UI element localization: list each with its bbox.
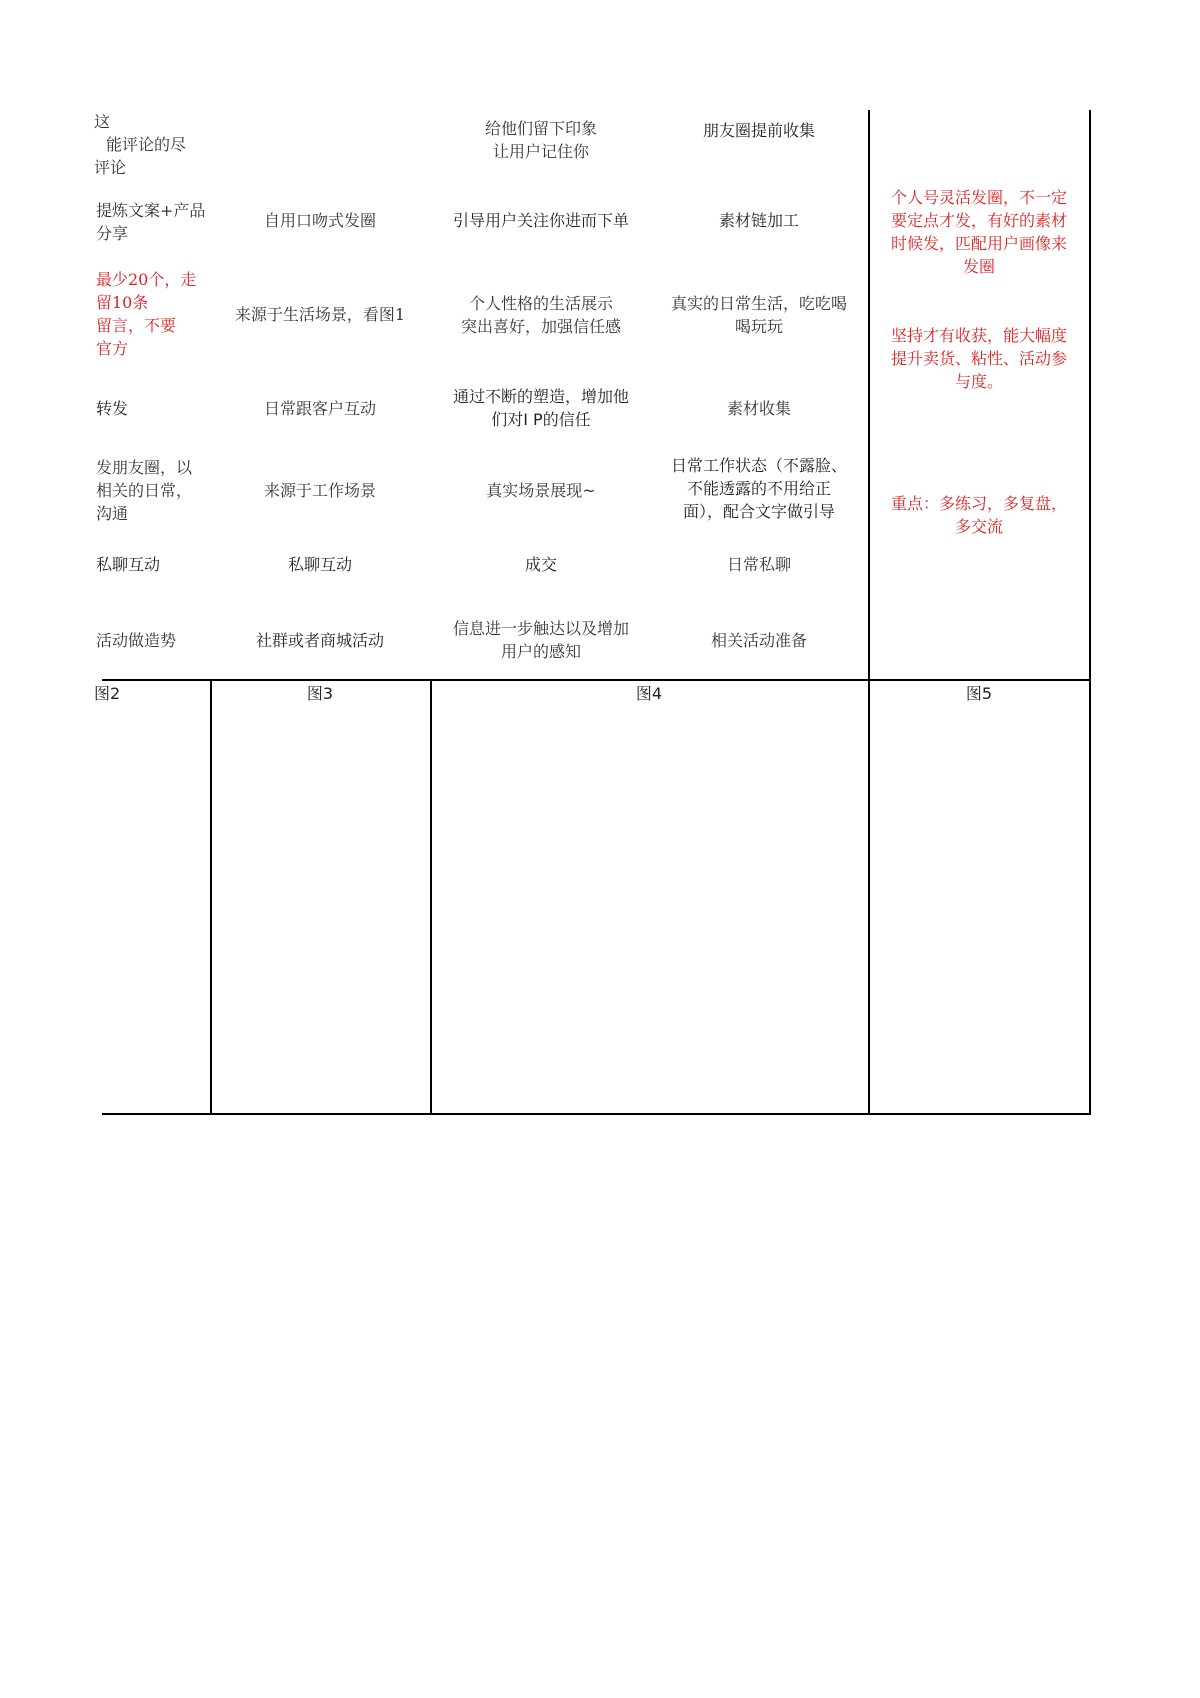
table-cell	[652, 452, 866, 522]
cell-text: 素材收集	[726, 398, 791, 418]
figure-2-clip	[94, 684, 208, 708]
cell-text: 自用口吻式发圈	[263, 210, 376, 230]
cell-text: 个人性格的生活展示	[468, 294, 613, 313]
border-row-figures-top	[102, 679, 1091, 681]
note-line: 坚持才有收获，能大幅度	[890, 326, 1067, 345]
cell-text: 留10条	[96, 293, 149, 312]
cell-text: 私聊互动	[287, 554, 352, 574]
figure-label: 图3	[306, 684, 334, 703]
figure-label: 图2	[94, 684, 121, 703]
cell-text: 喝玩玩	[734, 317, 783, 336]
table-cell	[652, 390, 866, 426]
table-cell	[652, 546, 866, 582]
figure-label: 图4	[635, 684, 663, 703]
table-cell	[432, 382, 650, 434]
cell-text: 相关的日常，	[96, 480, 193, 500]
row-0-col-1-clip	[94, 104, 210, 184]
row-5-col-1-clip	[96, 546, 210, 582]
table-cell	[212, 546, 428, 582]
cell-text: 面），配合文字做引导	[682, 502, 835, 521]
cell-text: 日常私聊	[726, 554, 791, 574]
cell-text: 日常跟客户互动	[263, 398, 376, 418]
row-6-col-1-clip	[96, 622, 210, 658]
table-cell	[652, 104, 866, 156]
cell-text: 相关活动准备	[710, 630, 807, 650]
table-cell	[652, 202, 866, 238]
note-line: 时候发，匹配用户画像来	[890, 234, 1067, 253]
cell-text: 来源于生活场景，看图1	[234, 304, 406, 324]
cell-text: 不能透露的不用给正	[686, 479, 831, 498]
cell-text: 提炼文案+产品	[96, 201, 206, 220]
cell-text: 私聊互动	[96, 554, 161, 574]
table-cell	[432, 472, 650, 508]
table-cell	[212, 390, 428, 426]
table-cell	[432, 546, 650, 582]
table-cell	[432, 104, 650, 176]
row-3-col-1-clip	[96, 390, 210, 426]
table-cell	[432, 202, 650, 238]
cell-text: 让用户记住你	[492, 142, 589, 161]
row-2-col-1-clip	[96, 264, 210, 364]
cell-text: 分享	[96, 224, 129, 243]
table-cell	[94, 104, 234, 184]
cell-text: 成交	[524, 554, 557, 574]
cell-text: 素材链加工	[718, 210, 799, 230]
note-flexible-posting	[872, 186, 1086, 298]
cell-text: 官方	[96, 339, 129, 358]
cell-text: 引导用户关注你进而下单	[452, 210, 629, 230]
note-line: 要定点才发，有好的素材	[890, 211, 1067, 230]
cell-text: 社群或者商城活动	[255, 630, 384, 650]
cell-text: 最少20个，走	[96, 270, 197, 289]
border-fig5-left	[868, 680, 870, 1115]
cell-text: 信息进一步触达以及增加	[452, 619, 629, 638]
cell-text: 真实场景展现~	[486, 480, 596, 500]
cell-text: 们对I P的信任	[491, 410, 591, 429]
cell-text: 朋友圈提前收集	[702, 120, 815, 140]
table-cell	[212, 622, 428, 658]
border-fig4-left	[430, 680, 432, 1115]
cell-text: 能评论的尽	[106, 134, 187, 154]
border-fig3-left	[210, 680, 212, 1115]
table-cell	[652, 622, 866, 658]
note-line: 发圈	[962, 257, 995, 276]
note-persistence	[872, 324, 1086, 408]
note-line: 与度。	[954, 372, 1003, 391]
row-4-col-1-clip	[96, 452, 210, 528]
table-cell	[432, 614, 650, 666]
note-line: 提升卖货、粘性、活动参	[890, 349, 1067, 368]
cell-text: 发朋友圈，以	[96, 457, 193, 477]
border-table-bottom	[102, 1113, 1091, 1115]
cell-text: 突出喜好，加强信任感	[460, 317, 621, 336]
cell-text: 沟通	[96, 503, 129, 523]
cell-text: 给他们留下印象	[484, 119, 597, 138]
table-cell	[212, 296, 428, 332]
cell-text: 真实的日常生活，吃吃喝	[670, 294, 847, 313]
table-cell	[432, 290, 650, 340]
border-right-table	[1089, 110, 1091, 1115]
cell-text: 评论	[94, 157, 127, 177]
table-cell	[212, 202, 428, 238]
border-right-notes-col-upper	[868, 110, 870, 680]
note-line: 多交流	[954, 517, 1003, 536]
cell-text: 留言，不要	[96, 316, 177, 335]
cell-text: 日常工作状态（不露脸、	[670, 456, 847, 475]
table-cell	[652, 290, 866, 340]
row-1-col-1-clip	[96, 192, 210, 252]
table-cell	[212, 472, 428, 508]
cell-text: 这	[94, 111, 111, 131]
figure-label: 图5	[965, 684, 993, 703]
note-line: 重点：多练习，多复盘，	[890, 494, 1067, 513]
cell-text: 转发	[96, 398, 129, 418]
cell-text: 通过不断的塑造，增加他	[452, 387, 629, 406]
note-line: 个人号灵活发圈，不一定	[890, 188, 1067, 207]
cell-text: 来源于工作场景	[263, 480, 376, 500]
cell-text: 用户的感知	[500, 642, 581, 661]
cell-text: 活动做造势	[96, 630, 177, 650]
note-key-points	[872, 492, 1086, 552]
